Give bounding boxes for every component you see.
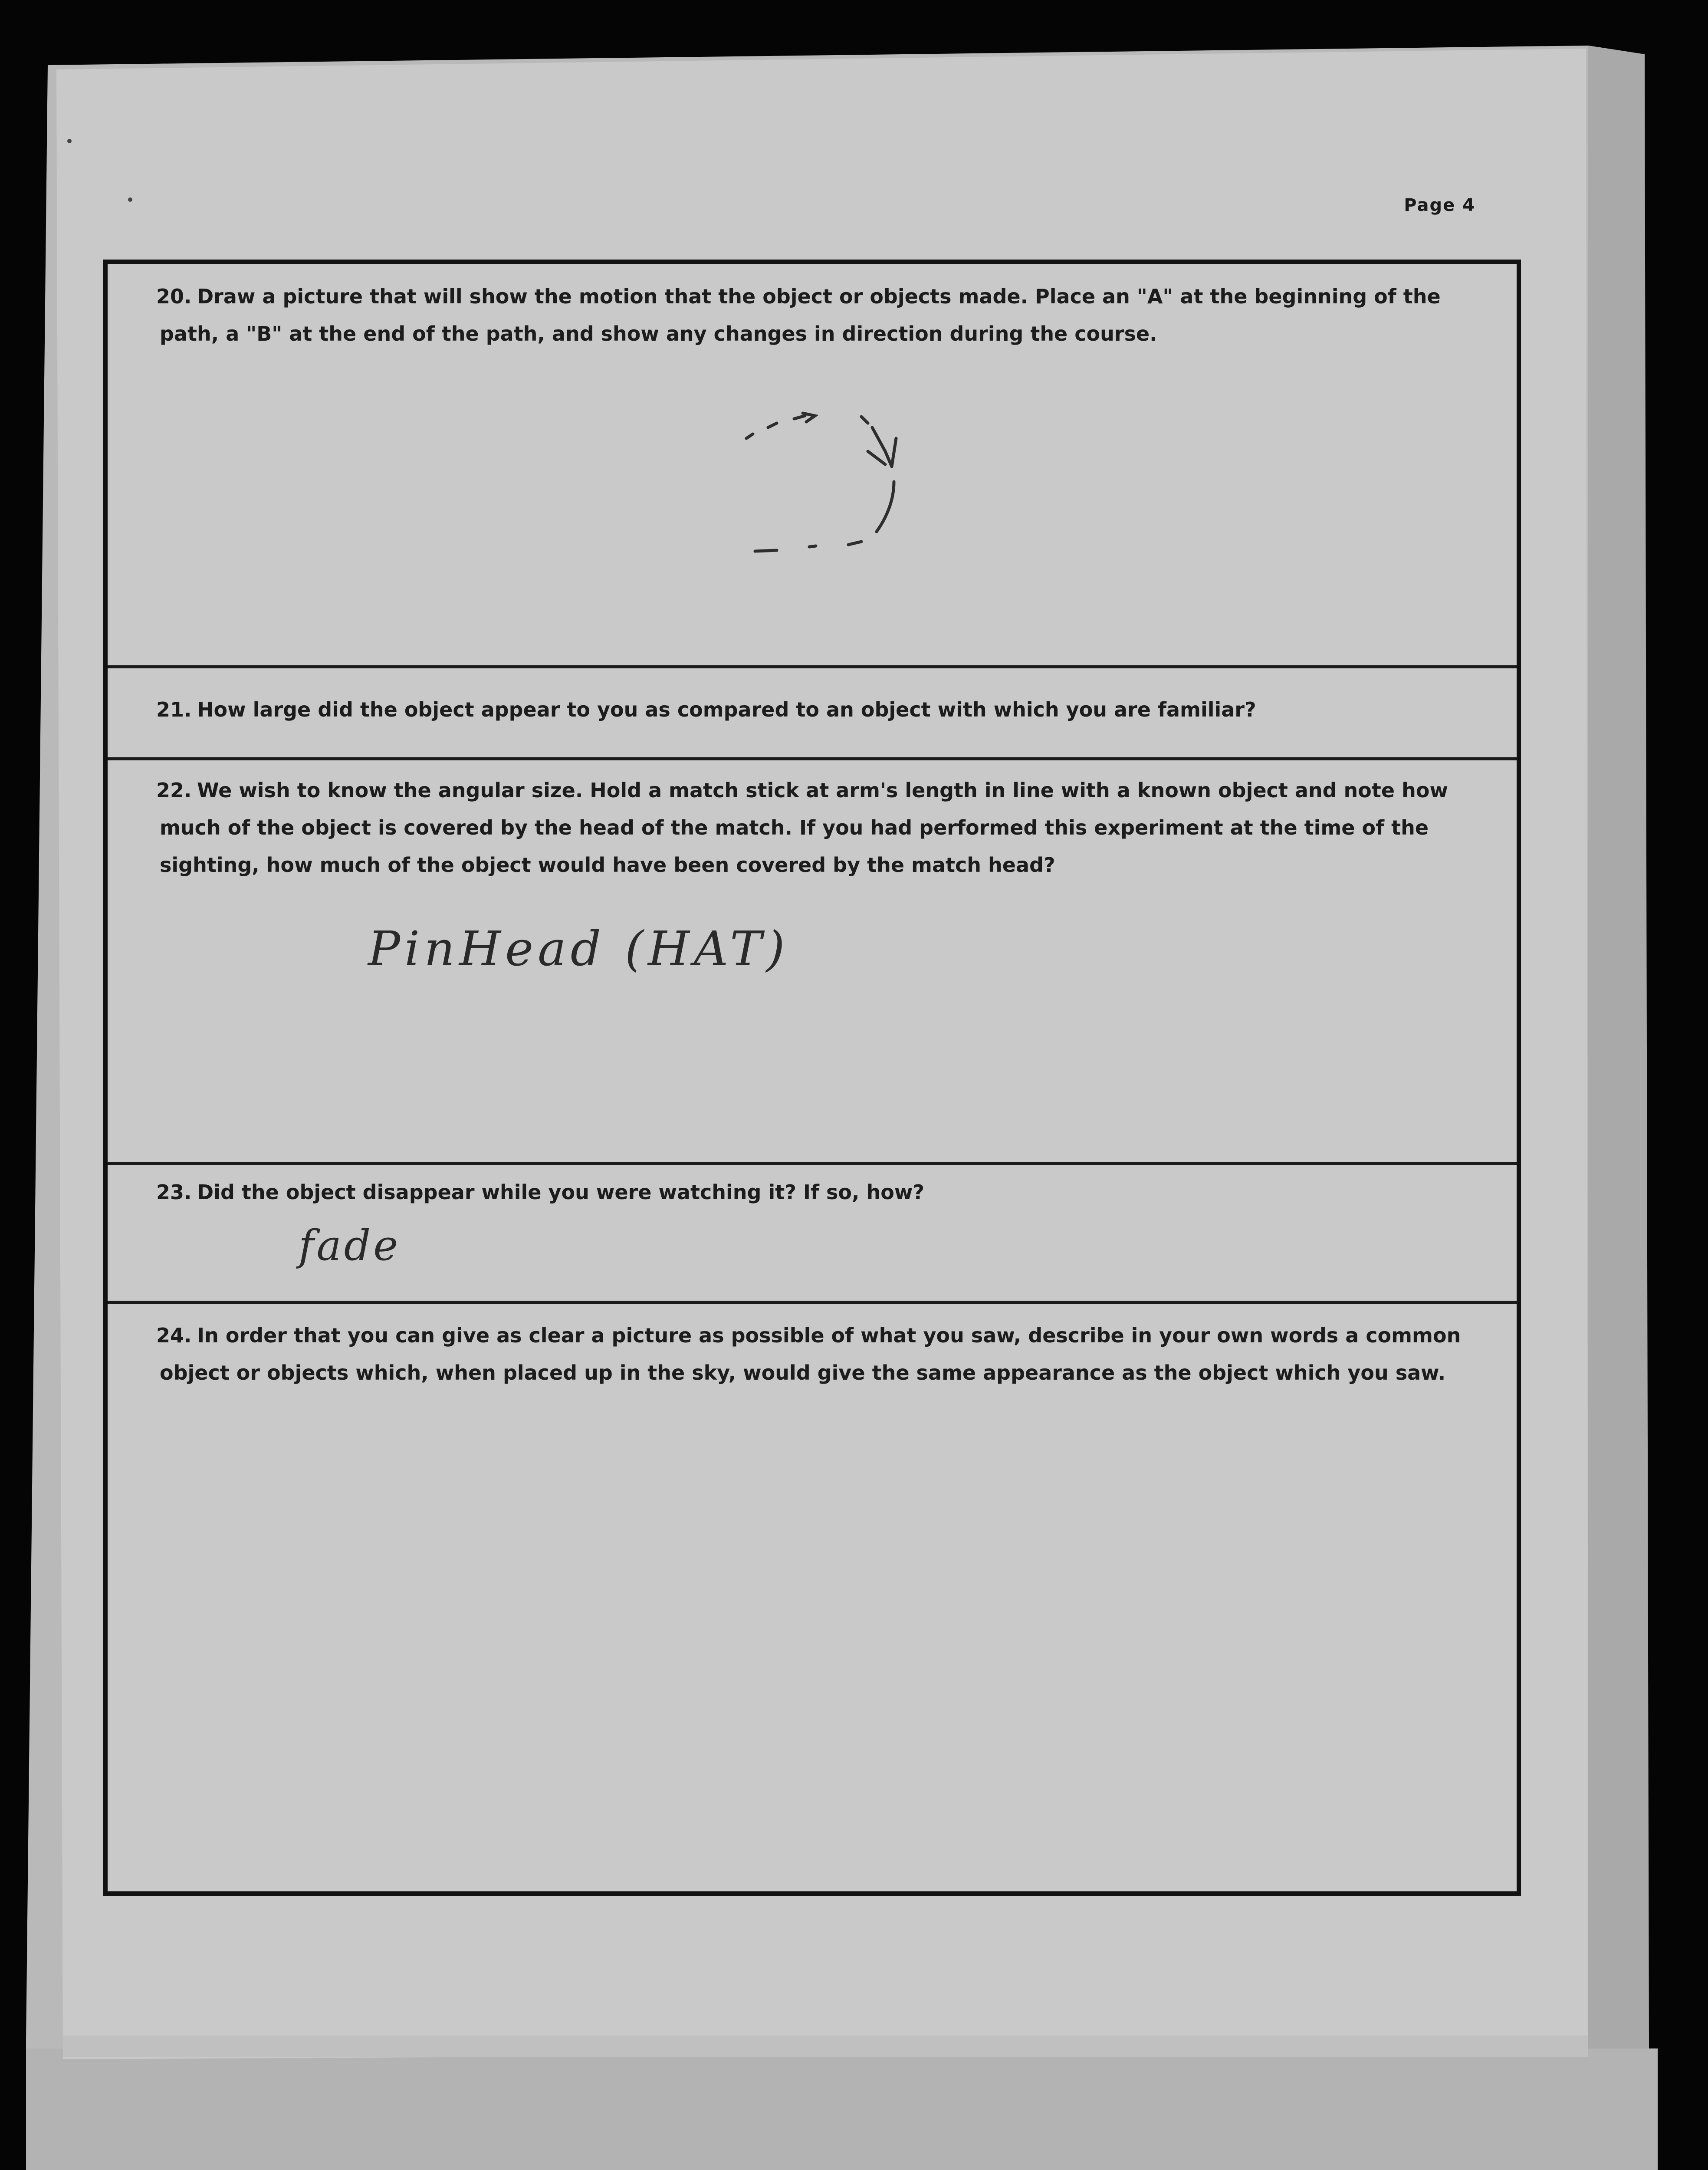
question-21 (156, 691, 1465, 728)
question-21-section (108, 668, 1517, 760)
questionnaire-form (103, 260, 1521, 1896)
question-text: Draw a picture that will show the motion that the object or objects made. Place an "A" at the beginning of the path, a "B" at the end of the path, and show any changes in direction during the course. (160, 285, 1441, 345)
answer-22-handwriting: PinHead (HAT) (368, 921, 789, 976)
answer-23-handwriting: fade (299, 1221, 401, 1270)
question-20-section (108, 264, 1517, 668)
question-23 (156, 1174, 1465, 1211)
speck (128, 197, 132, 202)
question-text: Did the object disappear while you were watching it? If so, how? (197, 1180, 925, 1204)
question-number: 20. (156, 285, 192, 308)
question-20 (156, 278, 1465, 352)
question-text: How large did the object appear to you as compared to an object with which you are familiar? (197, 698, 1256, 721)
question-22-section (108, 760, 1517, 1165)
question-text: In order that you can give as clear a picture as possible of what you saw, describe in your own words a common object or objects which, when placed up in the sky, would give the same appearance as the object which you saw. (160, 1324, 1461, 1384)
back-sheet-bottom (26, 2048, 1658, 2170)
question-24-section (108, 1304, 1517, 1891)
question-number: 22. (156, 779, 192, 802)
question-22 (156, 772, 1465, 884)
speck (67, 139, 72, 143)
question-number: 23. (156, 1180, 192, 1204)
back-sheet-edge (1588, 46, 1649, 2053)
page-number: Page 4 (1404, 195, 1475, 215)
question-number: 21. (156, 698, 192, 721)
question-number: 24. (156, 1324, 192, 1347)
question-24 (156, 1317, 1465, 1391)
main-sheet-shadow (63, 2035, 1588, 2057)
question-text: We wish to know the angular size. Hold a match stick at arm's length in line with a known object and note how much of the object is covered by the head of the match. If you had performed this experiment at the time of the sighting, how much of the object would have been covered by the match head? (160, 779, 1448, 877)
question-23-section (108, 1165, 1517, 1304)
